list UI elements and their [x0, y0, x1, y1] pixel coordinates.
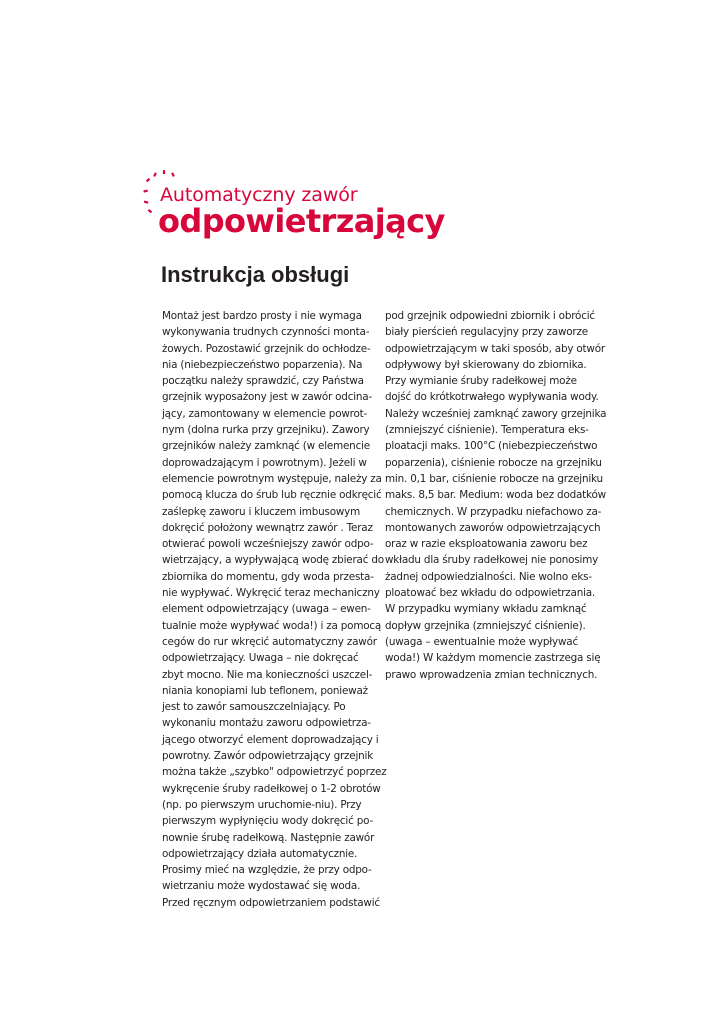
text-line: można także „szybko" odpowietrzyć poprzez [162, 766, 387, 779]
text-line: wykręcenie śruby radełkowej o 1-2 obrotów [162, 782, 381, 795]
text-line: nie wypływać. Wykręcić teraz mechaniczny [162, 587, 380, 600]
text-line: grzejników należy zamknąć (w elemencie [162, 440, 370, 453]
text-line: montowanych zaworów odpowietrzających [385, 521, 601, 534]
text-line: nym (dolna rurka przy grzejniku). Zawory [162, 424, 370, 437]
text-line: biały pierścień regulacyjny przy zaworze [385, 326, 588, 339]
text-line: pod grzejnik odpowiedni zbiornik i obrócić [385, 310, 595, 322]
text-line: zbiornika do momentu, gdy woda przesta- [162, 570, 374, 583]
text-line: zbyt mocno. Nie ma konieczności uszczel- [162, 668, 373, 681]
text-line: tualnie może wypływać woda!) i za pomocą [162, 619, 382, 632]
text-line: jest to zawór samouszczelniający. Po [162, 701, 346, 714]
text-line: odpowietrzający działa automatycznie. [162, 847, 358, 860]
right-text-column [385, 308, 607, 683]
text-line: wietrzaniu może wydostawać się woda. [162, 880, 361, 893]
text-line: dokręcić położony wewnątrz zawór . Teraz [162, 521, 373, 534]
text-line: pierwszym wypłynięciu wody dokręcić po- [162, 815, 374, 828]
text-line: Prosimy mieć na względzie, że przy odpo- [162, 864, 372, 877]
text-line: min. 0,1 bar, ciśnienie robocze na grzejniku [385, 472, 603, 485]
text-line: doprowadzającym i powrotnym). Jeżeli w [162, 456, 367, 469]
text-line: (np. po pierwszym uruchomie-niu). Przy [162, 798, 362, 811]
text-line: zaślepkę zaworu i kluczem imbusowym [162, 505, 361, 518]
text-line: elemencie powrotnym występuje, należy za [162, 472, 382, 485]
text-line: żadnej odpowiedzialności. Nie wolno eks- [385, 570, 592, 583]
text-line: element odpowietrzający (uwaga – ewen- [162, 603, 371, 616]
text-line: Należy wcześniej zamknąć zawory grzejnika [385, 407, 607, 420]
text-line: pomocą klucza do śrub lub ręcznie odkręcić [162, 489, 382, 502]
text-line: Przy wymianie śruby radełkowej może [385, 375, 577, 388]
text-line: niania konopiami lub teflonem, ponieważ [162, 684, 368, 697]
text-line: odpowietrzający. Uwaga – nie dokręcać [162, 652, 359, 665]
text-line: (uwaga – ewentualnie może wypływać [385, 635, 578, 648]
text-line: dopływ grzejnika (zmniejszyć ciśnienie). [385, 619, 586, 632]
text-line: powrotny. Zawór odpowietrzający grzejnik [162, 750, 374, 763]
text-line: jący, zamontowany w elemencie powrot- [162, 407, 368, 420]
text-line: prawo wprowadzenia zmian technicznych. [385, 668, 598, 681]
title-line-2: odpowietrzający [158, 202, 445, 240]
text-line: W przypadku wymiany wkładu zamknąć [385, 603, 587, 616]
text-line: odpływowy był skierowany do zbiornika. [385, 358, 587, 371]
text-line: cegów do rur wkręcić automatyczny zawór [162, 635, 377, 648]
text-line: nia (niebezpieczeństwo poparzenia). Na [162, 358, 363, 371]
text-line: odpowietrzającym w taki sposób, aby otwór [385, 342, 605, 355]
text-line: żowych. Pozostawić grzejnik do ochłodze- [162, 342, 371, 355]
text-line: maks. 8,5 bar. Medium: woda bez dodatków [385, 489, 606, 502]
text-line: otwierać powoli wcześniejszy zawór odpo- [162, 538, 374, 551]
text-line: chemicznych. W przypadku niefachowo za- [385, 505, 602, 518]
page-subtitle: Instrukcja obsługi [161, 262, 350, 287]
text-line: Montaż jest bardzo prosty i nie wymaga [162, 310, 362, 322]
text-line: wkładu dla śruby radełkowej nie ponosimy [385, 554, 599, 567]
title-line-1: Automatyczny zawór [160, 184, 358, 206]
text-line: woda!) W każdym momencie zastrzega się [385, 652, 601, 665]
text-line: wykonaniu montażu zaworu odpowietrza- [162, 717, 371, 730]
text-line: wykonywania trudnych czynności monta- [162, 326, 370, 339]
text-line: jącego otworzyć element doprowadzający i [162, 733, 379, 746]
text-line: grzejnik wyposażony jest w zawór odcina- [162, 391, 373, 404]
text-line: ploatować bez wkładu do odpowietrzania. [385, 587, 596, 600]
text-line: Przed ręcznym odpowietrzaniem podstawić [162, 896, 380, 909]
text-line: wietrzający, a wypływającą wodę zbierać do [162, 554, 384, 567]
text-line: nownie śrubę radełkową. Następnie zawór [162, 831, 375, 844]
left-text-column [162, 308, 387, 911]
text-line: ploatacji maks. 100°C (niebezpieczeństwo [385, 440, 598, 453]
text-line: początku należy sprawdzić, czy Państwa [162, 375, 364, 388]
text-line: dojść do krótkotrwałego wypływania wody. [385, 391, 599, 404]
text-line: (zmniejszyć ciśnienie). Temperatura eks- [385, 424, 589, 437]
text-line: poparzenia), ciśnienie robocze na grzejniku [385, 456, 602, 469]
text-line: oraz w razie eksploatowania zaworu bez [385, 538, 588, 551]
